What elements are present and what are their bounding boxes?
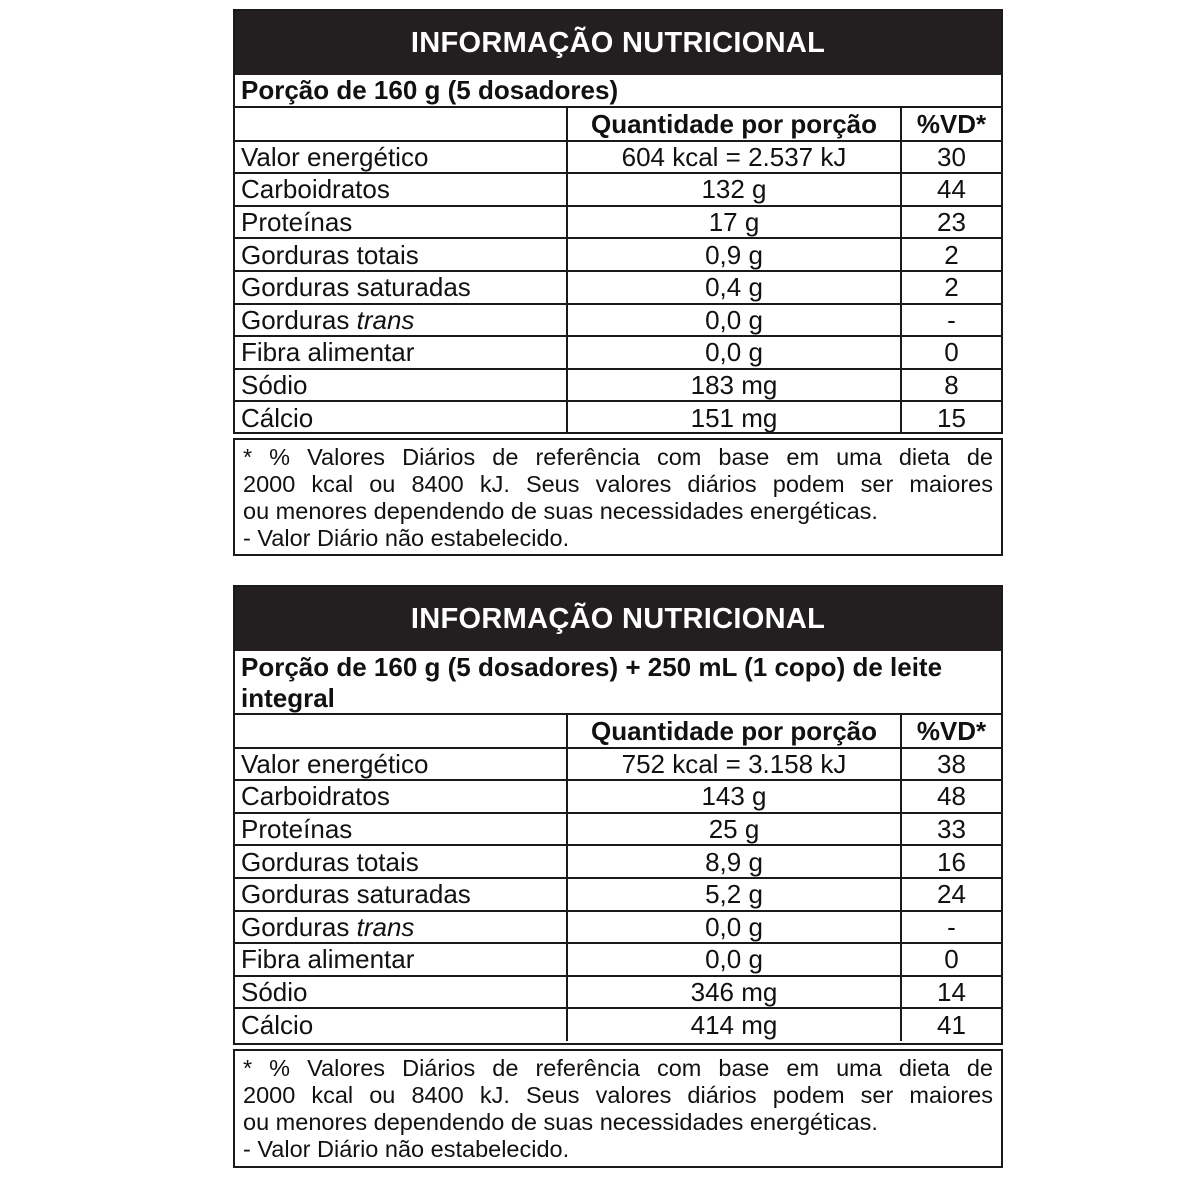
nutrient-name (235, 271, 567, 304)
nutrient-name-italic: trans (356, 911, 415, 942)
nutrient-quantity: 414 mg (567, 1008, 901, 1041)
footnote-line: ou menores dependendo de suas necessidades energéticas. (243, 1109, 878, 1135)
nutrient-vd: 8 (901, 369, 1001, 402)
table-row (235, 748, 1001, 781)
nutrient-vd: 16 (901, 845, 1001, 878)
nutrient-name-text: Gorduras totais (241, 239, 419, 270)
table-row (235, 369, 1001, 402)
nutrient-name (235, 304, 567, 337)
portion-label: Porção de 160 g (5 dosadores) (235, 75, 1001, 108)
nutrient-name-text: Sódio (241, 977, 308, 1008)
nutrient-name-text: Gorduras (241, 304, 357, 335)
table-row (235, 976, 1001, 1009)
footnote-last-line: - Valor Diário não estabelecido. (243, 525, 570, 551)
nutrient-name (235, 401, 567, 434)
nutrient-quantity: 151 mg (567, 401, 901, 434)
nutrient-name-text: Fibra alimentar (241, 944, 415, 975)
nutrient-name-text: Proteínas (241, 814, 353, 845)
footnote-last-line: - Valor Diário não estabelecido. (243, 1136, 570, 1162)
table-row (235, 141, 1001, 174)
header-quantity: Quantidade por porção (567, 715, 901, 748)
nutrient-name-text: Gorduras totais (241, 846, 419, 877)
footnote-line: 2000 kcal ou 8400 kJ. Seus valores diários podem ser maiores (243, 1082, 993, 1108)
nutrient-quantity: 143 g (567, 780, 901, 813)
nutrient-quantity: 752 kcal = 3.158 kJ (567, 748, 901, 781)
nutrient-quantity: 0,0 g (567, 336, 901, 369)
nutrient-name (235, 1008, 567, 1041)
nutrient-name (235, 206, 567, 239)
table-row (235, 401, 1001, 434)
table-row (235, 943, 1001, 976)
nutrient-name (235, 369, 567, 402)
nutrition-table-2 (233, 585, 1003, 1045)
table-row (235, 1008, 1001, 1041)
nutrient-quantity: 346 mg (567, 976, 901, 1009)
nutrient-name (235, 976, 567, 1009)
footnote-line: * % Valores Diários de referência com base em uma dieta de (243, 1055, 993, 1081)
nutrient-name (235, 141, 567, 174)
nutrient-name-italic: trans (356, 304, 415, 335)
footnote-line: * % Valores Diários de referência com base em uma dieta de (243, 444, 993, 470)
table-row (235, 813, 1001, 846)
nutrient-vd: 38 (901, 748, 1001, 781)
nutrient-quantity: 0,0 g (567, 911, 901, 944)
nutrient-quantity: 183 mg (567, 369, 901, 402)
nutrient-name (235, 911, 567, 944)
table-title: INFORMAÇÃO NUTRICIONAL (235, 587, 1001, 651)
nutrient-vd: 2 (901, 271, 1001, 304)
table-row (235, 206, 1001, 239)
nutrient-name-text: Valor energético (241, 748, 429, 779)
table-row (235, 238, 1001, 271)
footnote-1 (233, 438, 1003, 556)
nutrient-name-text: Gorduras (241, 911, 357, 942)
nutrient-name-text: Carboidratos (241, 174, 390, 205)
table-row (235, 336, 1001, 369)
nutrient-name (235, 173, 567, 206)
nutrient-vd: 23 (901, 206, 1001, 239)
nutrient-name-text: Gorduras saturadas (241, 272, 471, 303)
nutrient-name-text: Sódio (241, 370, 308, 401)
nutrient-vd: 48 (901, 780, 1001, 813)
nutrient-quantity: 5,2 g (567, 878, 901, 911)
nutrient-name (235, 748, 567, 781)
nutrient-quantity: 8,9 g (567, 845, 901, 878)
footnote-line: 2000 kcal ou 8400 kJ. Seus valores diários podem ser maiores (243, 471, 993, 497)
nutrient-quantity: 17 g (567, 206, 901, 239)
nutrient-vd: 44 (901, 173, 1001, 206)
header-nutrient (235, 108, 567, 141)
nutrient-quantity: 132 g (567, 173, 901, 206)
nutrient-name-text: Cálcio (241, 403, 314, 434)
header-row (235, 108, 1001, 141)
nutrient-name-text: Proteínas (241, 207, 353, 238)
nutrient-name (235, 336, 567, 369)
footnote-2 (233, 1049, 1003, 1168)
nutrient-quantity: 0,9 g (567, 238, 901, 271)
table-row (235, 780, 1001, 813)
header-vd: %VD* (901, 715, 1001, 748)
nutrient-quantity: 25 g (567, 813, 901, 846)
nutrient-name-text: Valor energético (241, 141, 429, 172)
table-row (235, 271, 1001, 304)
nutrient-rows (235, 715, 1001, 1041)
nutrient-name (235, 845, 567, 878)
nutrient-rows (235, 108, 1001, 434)
nutrient-table (235, 715, 1001, 1041)
table-row (235, 304, 1001, 337)
nutrient-name-text: Fibra alimentar (241, 337, 415, 368)
nutrient-vd: 33 (901, 813, 1001, 846)
nutrient-quantity: 0,0 g (567, 943, 901, 976)
nutrient-quantity: 0,0 g (567, 304, 901, 337)
nutrient-vd: 30 (901, 141, 1001, 174)
nutrient-table (235, 108, 1001, 434)
nutrient-vd: - (901, 911, 1001, 944)
nutrient-quantity: 604 kcal = 2.537 kJ (567, 141, 901, 174)
nutrition-table-1 (233, 9, 1003, 434)
nutrient-vd: 15 (901, 401, 1001, 434)
header-quantity: Quantidade por porção (567, 108, 901, 141)
nutrient-name-text: Cálcio (241, 1010, 314, 1041)
nutrient-name (235, 238, 567, 271)
nutrient-name (235, 813, 567, 846)
nutrient-vd: - (901, 304, 1001, 337)
nutrient-name (235, 878, 567, 911)
nutrient-name-text: Gorduras saturadas (241, 879, 471, 910)
nutrient-vd: 14 (901, 976, 1001, 1009)
table-row (235, 845, 1001, 878)
nutrient-name (235, 780, 567, 813)
table-title: INFORMAÇÃO NUTRICIONAL (235, 11, 1001, 75)
nutrient-name (235, 943, 567, 976)
header-nutrient (235, 715, 567, 748)
nutrient-quantity: 0,4 g (567, 271, 901, 304)
header-vd: %VD* (901, 108, 1001, 141)
portion-label: Porção de 160 g (5 dosadores) + 250 mL (1 copo) de leite integral (235, 651, 1001, 715)
nutrient-name-text: Carboidratos (241, 781, 390, 812)
footnote-line: ou menores dependendo de suas necessidades energéticas. (243, 498, 878, 524)
nutrient-vd: 0 (901, 943, 1001, 976)
nutrient-vd: 24 (901, 878, 1001, 911)
nutrient-vd: 2 (901, 238, 1001, 271)
nutrient-vd: 41 (901, 1008, 1001, 1041)
table-row (235, 173, 1001, 206)
table-row (235, 878, 1001, 911)
table-row (235, 911, 1001, 944)
header-row (235, 715, 1001, 748)
nutrient-vd: 0 (901, 336, 1001, 369)
